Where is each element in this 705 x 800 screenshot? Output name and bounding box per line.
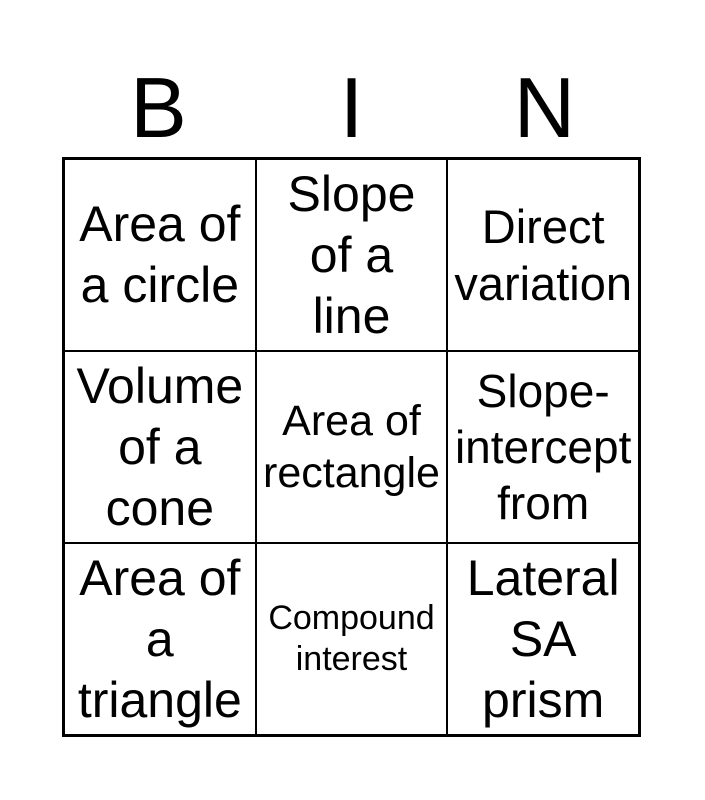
cell-text-line: of a	[309, 226, 394, 283]
bingo-cell-r3c2[interactable]	[256, 543, 448, 735]
cell-text-line: Slope	[287, 165, 416, 222]
cell-text-line: a	[145, 610, 174, 667]
bingo-cell-r1c1[interactable]	[64, 159, 256, 351]
bingo-grid	[62, 157, 641, 737]
cell-text-line: rectangle	[263, 449, 440, 497]
bingo-cell-r2c3[interactable]	[447, 351, 639, 543]
cell-text-line: SA	[509, 610, 577, 667]
cell-text-line: from	[497, 477, 590, 530]
cell-text-line: interest	[295, 640, 408, 678]
cell-text-line: Lateral	[466, 549, 620, 606]
cell-text-line: intercept	[454, 420, 632, 473]
cell-text-line: Volume	[76, 357, 244, 414]
bingo-cell-r2c1[interactable]	[64, 351, 256, 543]
cell-text-line: prism	[482, 671, 605, 728]
cell-text-line: Slope-	[476, 364, 610, 417]
bingo-cell-r1c3[interactable]	[447, 159, 639, 351]
card-header	[62, 61, 641, 156]
bingo-cell-r2c2[interactable]	[256, 351, 448, 543]
cell-text-line: Compound	[268, 598, 435, 637]
cell-text-line: Area of	[79, 549, 241, 606]
cell-text-line: line	[312, 287, 391, 344]
bingo-cell-r1c2[interactable]	[256, 159, 448, 351]
cell-text-line: variation	[454, 257, 632, 310]
column-letter-n: N	[513, 61, 576, 156]
column-letter-b: B	[130, 61, 187, 156]
cell-text-line: cone	[105, 479, 215, 536]
column-letter-i: I	[339, 61, 364, 156]
cell-text-line: Area of	[79, 196, 241, 252]
bingo-cell-r3c3[interactable]	[447, 543, 639, 735]
cell-text-line: of a	[118, 418, 202, 475]
bingo-cell-r3c1[interactable]	[64, 543, 256, 735]
cell-text-line: Area of	[282, 396, 421, 445]
cell-text-line: a circle	[80, 257, 240, 313]
cell-text-line: Direct	[481, 199, 605, 253]
cell-text-line: triangle	[77, 671, 242, 728]
